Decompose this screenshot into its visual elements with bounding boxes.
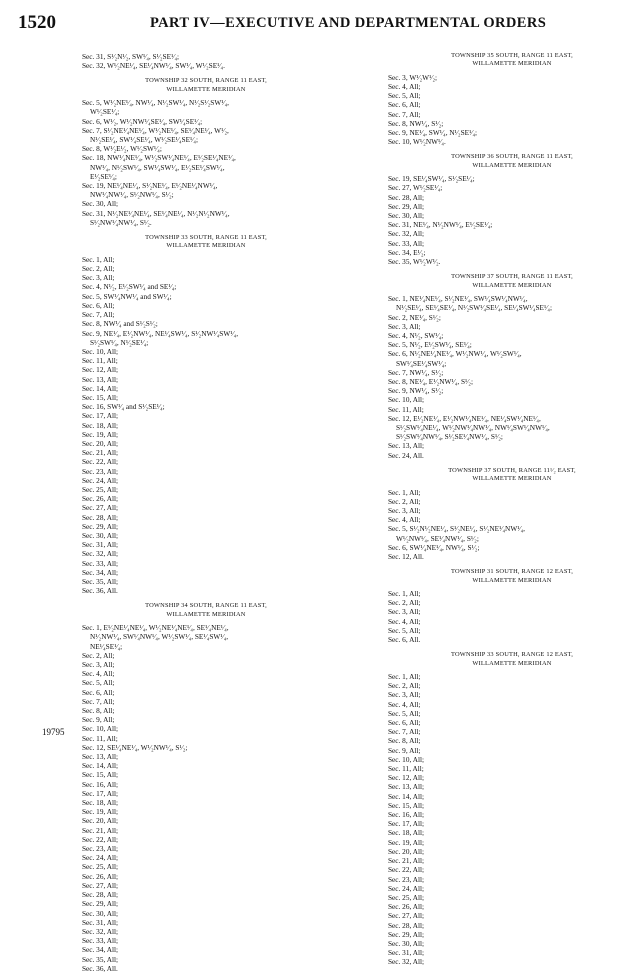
section-entry: Sec. 2, All;: [388, 496, 421, 506]
section-entry: Sec. 16, SW¹⁄₄ and S¹⁄₂SE¹⁄₄;: [82, 402, 165, 412]
section-entry: Sec. 29, All;: [388, 929, 425, 939]
section-entry-continued: S¹⁄₂SW¹⁄₄NW¹⁄₄, S¹⁄₂SE¹⁄₄NW¹⁄₄, S¹⁄₂;: [396, 432, 503, 442]
section-entry-continued: SW¹⁄₄SE¹⁄₄SW¹⁄₄;: [396, 358, 447, 368]
section-entry: Sec. 32, All;: [388, 957, 425, 967]
township-section-t35s-r11e: [388, 52, 628, 146]
section-entry: Sec. 11, All;: [82, 733, 118, 743]
section-entry: Sec. 3, All;: [82, 273, 115, 283]
section-entry: Sec. 19, SE¹⁄₄SW¹⁄₄, S¹⁄₂SE¹⁄₄;: [388, 174, 475, 184]
margin-annotation: 19795: [42, 727, 65, 737]
section-entry: Sec. 23, All;: [82, 844, 119, 854]
section-entry: Sec. 21, All;: [388, 856, 425, 866]
section-entry: Sec. 15, All;: [82, 392, 119, 402]
section-entry: Sec. 23, All;: [388, 874, 425, 884]
township-heading: TOWNSHIP 37 SOUTH, RANGE 11 EAST,: [451, 273, 573, 281]
section-entry: Sec. 36, All.: [82, 586, 118, 596]
section-entry: Sec. 12, All.: [388, 551, 424, 561]
section-entry: Sec. 18, All;: [82, 420, 119, 430]
section-entry: Sec. 1, NE¹⁄₄NE¹⁄₄, S¹⁄₂NE¹⁄₄, SW¹⁄₄SW¹⁄₄NW¹⁄₄,: [388, 294, 528, 304]
section-entry: Sec. 27, All;: [388, 911, 425, 921]
section-entry: Sec. 26, All;: [388, 902, 425, 912]
section-entry: Sec. 30, All;: [82, 199, 119, 209]
meridian-heading: WILLAMETTE MERIDIAN: [166, 242, 246, 250]
section-entry: Sec. 16, All;: [82, 779, 119, 789]
section-entry: Sec. 25, All;: [388, 892, 425, 902]
section-entry: Sec. 17, All;: [388, 819, 425, 829]
section-entry-continued: W¹⁄₂NW¹⁄₄, SE¹⁄₄NW¹⁄₄, S¹⁄₂;: [396, 533, 479, 543]
section-entry: Sec. 29, All;: [82, 899, 119, 909]
section-entry: Sec. 4, All;: [82, 669, 115, 679]
township-heading: TOWNSHIP 33 SOUTH, RANGE 12 EAST,: [450, 651, 574, 659]
section-entry: Sec. 31, All;: [82, 917, 119, 927]
section-entry-continued: S¹⁄₂SW¹⁄₄NE¹⁄₄, W¹⁄₂NW¹⁄₄NW¹⁄₄, NW¹⁄₄SW¹⁄₄NW¹⁄₄,: [396, 422, 550, 432]
section-entry: Sec. 3, All;: [388, 321, 421, 331]
section-entry: Sec. 11, All;: [388, 404, 424, 414]
section-entry: Sec. 3, All;: [82, 660, 115, 670]
section-entry: Sec. 7, All;: [388, 727, 421, 737]
section-entry-continued: N¹⁄₂NW¹⁄₄, SW¹⁄₄NW¹⁄₄, W¹⁄₂SW¹⁄₄, SE¹⁄₄SW¹⁄₄,: [90, 632, 229, 642]
section-entry-continued: S¹⁄₂NW¹⁄₄NW¹⁄₄, S¹⁄₂.: [90, 217, 152, 227]
section-entry: Sec. 24, All;: [82, 475, 119, 485]
township-section-t33s-r11e: [82, 227, 330, 595]
section-entry: Sec. 14, All;: [388, 791, 425, 801]
section-entry: Sec. 31, N¹⁄₂NE¹⁄₄NE¹⁄₄, SE¹⁄₄NE¹⁄₄, N¹⁄₂N¹⁄₂NW¹⁄₄,: [82, 208, 230, 218]
section-entry: Sec. 1, E¹⁄₂NE¹⁄₄NE¹⁄₄, W¹⁄₂NE¹⁄₄NE¹⁄₄, SE¹⁄₄NE¹⁄₄,: [82, 623, 229, 633]
township-section-t31s-r12e: [388, 561, 628, 644]
section-entry: Sec. 5, All;: [388, 708, 421, 718]
section-entry: Sec. 32, All;: [82, 549, 119, 559]
section-entry: Sec. 7, S¹⁄₂NE¹⁄₄NE¹⁄₄, W¹⁄₂NE¹⁄₄, SE¹⁄₄NE¹⁄₄, W¹⁄₂,: [82, 125, 229, 135]
section-entry: Sec. 26, All;: [82, 494, 119, 504]
section-entry: Sec. 28, All;: [82, 890, 119, 900]
section-entry: Sec. 34, All;: [82, 567, 119, 577]
meridian-heading: WILLAMETTE MERIDIAN: [166, 610, 246, 618]
section-entry: Sec. 16, All;: [388, 810, 425, 820]
township-heading: TOWNSHIP 31 SOUTH, RANGE 12 EAST,: [450, 568, 574, 576]
section-entry: Sec. 1, All;: [388, 672, 421, 682]
section-entry: Sec. 5, All;: [388, 91, 421, 101]
meridian-heading: WILLAMETTE MERIDIAN: [472, 576, 552, 584]
township-section-t36s-r11e: [388, 146, 628, 266]
section-entry: Sec. 19, All;: [82, 429, 119, 439]
section-entry: Sec. 20, All;: [82, 816, 119, 826]
section-entry-continued: NW¹⁄₄NW¹⁄₄, S¹⁄₂NW¹⁄₄, S¹⁄₂;: [90, 190, 174, 200]
section-entry: Sec. 27, All;: [82, 503, 119, 513]
section-entry: Sec. 5, All;: [82, 678, 115, 688]
section-entry: Sec. 5, SW¹⁄₄NW¹⁄₄ and SW¹⁄₄;: [82, 291, 172, 301]
section-entry: Sec. 17, All;: [82, 788, 119, 798]
section-entry: Sec. 10, All;: [388, 395, 425, 405]
section-entry: Sec. 21, All;: [82, 825, 119, 835]
section-entry: Sec. 33, All;: [82, 558, 119, 568]
section-entry: Sec. 27, W¹⁄₂SE¹⁄₄;: [388, 183, 443, 193]
section-entry: Sec. 33, All;: [388, 238, 425, 248]
section-entry: Sec. 33, All;: [82, 936, 119, 946]
section-entry: Sec. 30, All;: [82, 908, 119, 918]
section-entry: Sec. 9, NE¹⁄₄, E¹⁄₂NW¹⁄₄, NE¹⁄₄SW¹⁄₄, S¹⁄₂NW¹⁄₄SW¹⁄₄,: [82, 328, 239, 338]
section-entry: Sec. 22, All;: [82, 834, 119, 844]
section-entry: Sec. 32, All;: [82, 926, 119, 936]
section-entry: Sec. 25, All;: [82, 484, 119, 494]
township-section-t37s-r11e: [388, 266, 628, 459]
section-entry: Sec. 19, NE¹⁄₄NE¹⁄₄, S¹⁄₂NE¹⁄₄, E¹⁄₂NE¹⁄₄NW¹⁄₄,: [82, 181, 218, 191]
section-entry-continued: N¹⁄₂SE¹⁄₄, SW¹⁄₄SE¹⁄₄, W¹⁄₂SE¹⁄₄SE¹⁄₄;: [90, 135, 199, 145]
right-column: [388, 52, 628, 967]
section-entry: Sec. 32, W¹⁄₂NE¹⁄₄, SE¹⁄₄NW¹⁄₄, SW¹⁄₄, W¹⁄₂SE¹⁄₄.: [82, 61, 225, 71]
section-entry-continued: NE¹⁄₄SE¹⁄₄;: [90, 641, 123, 651]
township-heading: TOWNSHIP 34 SOUTH, RANGE 11 EAST,: [145, 602, 267, 610]
section-entry: Sec. 20, All;: [82, 438, 119, 448]
township-heading: TOWNSHIP 33 SOUTH, RANGE 11 EAST,: [145, 234, 267, 242]
section-entry: Sec. 7, All;: [82, 310, 115, 320]
section-entry-continued: NW¹⁄₄, N¹⁄₂SW¹⁄₄, SW¹⁄₄SW¹⁄₄, E¹⁄₂SE¹⁄₄SW¹⁄₄,: [90, 162, 225, 172]
section-entry: Sec. 28, All;: [388, 920, 425, 930]
section-entry-continued: S¹⁄₂SW¹⁄₄, N¹⁄₂SE¹⁄₄;: [90, 337, 149, 347]
township-heading: TOWNSHIP 35 SOUTH, RANGE 11 EAST,: [451, 52, 573, 59]
section-entry: Sec. 12, All;: [82, 365, 119, 375]
section-entry-continued: W¹⁄₂SE¹⁄₄;: [90, 107, 120, 117]
section-entry: Sec. 24, All;: [388, 883, 425, 893]
section-entry: Sec. 9, All;: [388, 745, 421, 755]
section-entry: Sec. 2, All;: [82, 650, 115, 660]
section-entry: Sec. 11, All;: [82, 356, 118, 366]
section-entry: Sec. 5, All;: [388, 625, 421, 635]
section-entry: Sec. 8, All;: [82, 706, 115, 716]
section-entry: Sec. 12, E¹⁄₂NE¹⁄₄, E¹⁄₂NW¹⁄₄NE¹⁄₄, NE¹⁄₄SW¹⁄₄NE¹⁄₄,: [388, 413, 541, 423]
township-section-t37s-r11-5e: [388, 460, 628, 561]
section-entry: Sec. 24, All.: [388, 450, 424, 460]
section-entry: Sec. 26, All;: [82, 871, 119, 881]
section-entry: Sec. 34, All;: [82, 945, 119, 955]
section-entry: Sec. 7, NW¹⁄₄, S¹⁄₂;: [388, 367, 444, 377]
section-entry: Sec. 3, All;: [388, 505, 421, 515]
section-entry: Sec. 18, All;: [388, 828, 425, 838]
section-entry: Sec. 28, All;: [82, 512, 119, 522]
section-entry: Sec. 4, All;: [388, 515, 421, 525]
meridian-heading: WILLAMETTE MERIDIAN: [472, 659, 552, 667]
section-entry: Sec. 12, SE¹⁄₄NE¹⁄₄, W¹⁄₂NW¹⁄₄, S¹⁄₂;: [82, 742, 188, 752]
page-number: 1520: [18, 12, 56, 33]
meridian-heading: WILLAMETTE MERIDIAN: [472, 475, 552, 483]
section-entry: Sec. 17, All;: [82, 411, 119, 421]
section-entry: Sec. 9, All;: [82, 715, 115, 725]
section-entry: Sec. 6, N¹⁄₂NE¹⁄₄NE¹⁄₄, W¹⁄₂NW¹⁄₄, W¹⁄₂SW¹⁄₄,: [388, 349, 522, 359]
section-entry: Sec. 4, All;: [388, 699, 421, 709]
township-section-t32s-r11e: [82, 70, 330, 227]
township-heading: TOWNSHIP 36 SOUTH, RANGE 11 EAST,: [451, 153, 573, 161]
section-entry: Sec. 19, All;: [82, 807, 119, 817]
meridian-heading: WILLAMETTE MERIDIAN: [472, 60, 552, 68]
section-entry: Sec. 3, W¹⁄₂W¹⁄₂;: [388, 72, 438, 82]
section-entry: Sec. 30, All;: [388, 211, 425, 221]
section-entry: Sec. 2, NE¹⁄₄, S¹⁄₂;: [388, 312, 441, 322]
section-entry: Sec. 18, All;: [82, 798, 119, 808]
section-entry: Sec. 8, All;: [388, 736, 421, 746]
section-entry: Sec. 1, All;: [388, 589, 421, 598]
left-column: [82, 52, 330, 973]
section-entry: Sec. 10, All;: [82, 346, 119, 356]
section-entry: Sec. 22, All;: [388, 865, 425, 875]
section-entry: Sec. 35, All;: [82, 576, 119, 586]
section-entry: Sec. 30, All;: [388, 938, 425, 948]
section-entry: Sec. 29, All;: [82, 521, 119, 531]
section-entry: Sec. 32, All;: [388, 229, 425, 239]
section-entry: Sec. 4, N¹⁄₂, SW¹⁄₄;: [388, 330, 444, 340]
section-entry: Sec. 35, All;: [82, 954, 119, 964]
section-entry: Sec. 8, NW¹⁄₄ and S¹⁄₂S¹⁄₂;: [82, 319, 158, 329]
section-entry: Sec. 10, All;: [82, 724, 119, 734]
section-entry: Sec. 14, All;: [82, 761, 119, 771]
section-entry: Sec. 28, All;: [388, 192, 425, 202]
township-section-t33s-r12e: [388, 644, 628, 966]
section-entry: Sec. 5, W¹⁄₂NE¹⁄₄, NW¹⁄₄, N¹⁄₂SW¹⁄₄, N¹⁄₂S¹⁄₂SW¹⁄₄,: [82, 98, 229, 108]
section-entry: Sec. 10, W¹⁄₂NW¹⁄₄.: [388, 137, 446, 147]
section-entry: Sec. 1, All;: [82, 254, 115, 264]
meridian-heading: WILLAMETTE MERIDIAN: [472, 281, 552, 289]
section-entry: Sec. 23, All;: [82, 466, 119, 476]
section-entry: Sec. 9, NE¹⁄₄, SW¹⁄₄, N¹⁄₂SE¹⁄₄;: [388, 128, 478, 138]
section-entry: Sec. 24, All;: [82, 853, 119, 863]
township-section-t34s-r11e: [82, 595, 330, 973]
section-entry: Sec. 20, All;: [388, 846, 425, 856]
section-entry-continued: E¹⁄₂SE¹⁄₄;: [90, 171, 117, 181]
section-entry: Sec. 22, All;: [82, 457, 119, 467]
section-entry: Sec. 35, W¹⁄₂W¹⁄₂.: [388, 257, 441, 267]
section-entry: Sec. 9, NW¹⁄₄, S¹⁄₂;: [388, 386, 444, 396]
section-entry: Sec. 2, All;: [388, 598, 421, 608]
township-heading: TOWNSHIP 32 SOUTH, RANGE 11 EAST,: [145, 77, 267, 85]
section-entry: Sec. 15, All;: [388, 800, 425, 810]
running-head: PART IV—EXECUTIVE AND DEPARTMENTAL ORDERS: [150, 15, 547, 31]
section-entry: Sec. 6, W¹⁄₂, W¹⁄₂NW¹⁄₄SE¹⁄₄, SW¹⁄₄SE¹⁄₄;: [82, 116, 203, 126]
section-entry: Sec. 10, All;: [388, 754, 425, 764]
section-entry: Sec. 31, S¹⁄₂N¹⁄₂, SW¹⁄₄, S¹⁄₂SE¹⁄₄;: [82, 52, 180, 61]
section-entry: Sec. 31, NE¹⁄₄, N¹⁄₂NW¹⁄₄, E¹⁄₂SE¹⁄₄;: [388, 220, 493, 230]
section-entry: Sec. 29, All;: [388, 201, 425, 211]
section-entry: Sec. 13, All;: [388, 441, 425, 451]
section-entry: Sec. 1, All;: [388, 487, 421, 497]
section-entry: Sec. 15, All;: [82, 770, 119, 780]
section-entry: Sec. 13, All;: [82, 752, 119, 762]
section-entry: Sec. 8, NE¹⁄₄, E¹⁄₂NW¹⁄₄, S¹⁄₂;: [388, 376, 474, 386]
section-entry: Sec. 5, S¹⁄₂N¹⁄₂NE¹⁄₄, S¹⁄₂NE¹⁄₄, S¹⁄₂NE¹⁄₄NW¹⁄₄,: [388, 524, 525, 534]
section-entry: Sec. 6, All;: [388, 100, 421, 110]
section-entry: Sec. 27, All;: [82, 880, 119, 890]
section-entry: Sec. 6, All;: [388, 718, 421, 728]
section-entry: Sec. 18, NW¹⁄₄NE¹⁄₄, W¹⁄₂SW¹⁄₄NE¹⁄₄, E¹⁄₂SE¹⁄₄NE¹⁄₄,: [82, 153, 236, 163]
section-entry: Sec. 19, All;: [388, 837, 425, 847]
section-entry: Sec. 36, All.: [82, 963, 118, 973]
section-entry: Sec. 3, All;: [388, 607, 421, 617]
section-entry: Sec. 31, All;: [82, 540, 119, 550]
meridian-heading: WILLAMETTE MERIDIAN: [166, 85, 246, 93]
section-entry: Sec. 4, N¹⁄₂, E¹⁄₂SW¹⁄₄ and SE¹⁄₄;: [82, 282, 177, 292]
section-entry: Sec. 6, All;: [82, 300, 115, 310]
section-entry: Sec. 34, E¹⁄₂;: [388, 247, 426, 257]
section-entry: Sec. 6, SW¹⁄₄NE¹⁄₄, NW¹⁄₄, S¹⁄₂;: [388, 542, 480, 552]
section-entry: Sec. 8, W¹⁄₂E¹⁄₂, W¹⁄₂SW¹⁄₄;: [82, 144, 162, 154]
section-entry: Sec. 11, All;: [388, 764, 424, 774]
section-entry: Sec. 13, All;: [82, 374, 119, 384]
section-entry: Sec. 3, All;: [388, 690, 421, 700]
section-entry: Sec. 7, All;: [82, 696, 115, 706]
section-entry: Sec. 6, All.: [388, 635, 421, 645]
section-entry: Sec. 2, All;: [388, 681, 421, 691]
section-entry: Sec. 2, All;: [82, 264, 115, 274]
page-header: [0, 12, 628, 38]
section-entry-continued: N¹⁄₂SE¹⁄₄, SE¹⁄₄SE¹⁄₄, N¹⁄₂SW¹⁄₄SE¹⁄₄, SE¹⁄₄SW¹⁄₄SE¹⁄₄;: [396, 303, 552, 313]
section-entry: Sec. 30, All;: [82, 530, 119, 540]
section-entry: Sec. 31, All;: [388, 948, 425, 958]
section-entry: Sec. 21, All;: [82, 448, 119, 458]
section-entry: Sec. 13, All;: [388, 782, 425, 792]
meridian-heading: WILLAMETTE MERIDIAN: [472, 161, 552, 169]
section-entry: Sec. 14, All;: [82, 383, 119, 393]
section-entry: Sec. 5, N¹⁄₂, E¹⁄₂SW¹⁄₄, SE¹⁄₄;: [388, 340, 472, 350]
section-entry: Sec. 4, All;: [388, 82, 421, 92]
section-entry: Sec. 7, All;: [388, 109, 421, 119]
section-entry: Sec. 25, All;: [82, 862, 119, 872]
section-entry: Sec. 4, All;: [388, 616, 421, 626]
township-heading: TOWNSHIP 37 SOUTH, RANGE 11¹⁄₂ EAST,: [448, 466, 576, 474]
section-entry: Sec. 6, All;: [82, 687, 115, 697]
section-entry: Sec. 8, NW¹⁄₄, S¹⁄₂;: [388, 118, 444, 128]
section-entry: Sec. 12, All;: [388, 773, 425, 783]
